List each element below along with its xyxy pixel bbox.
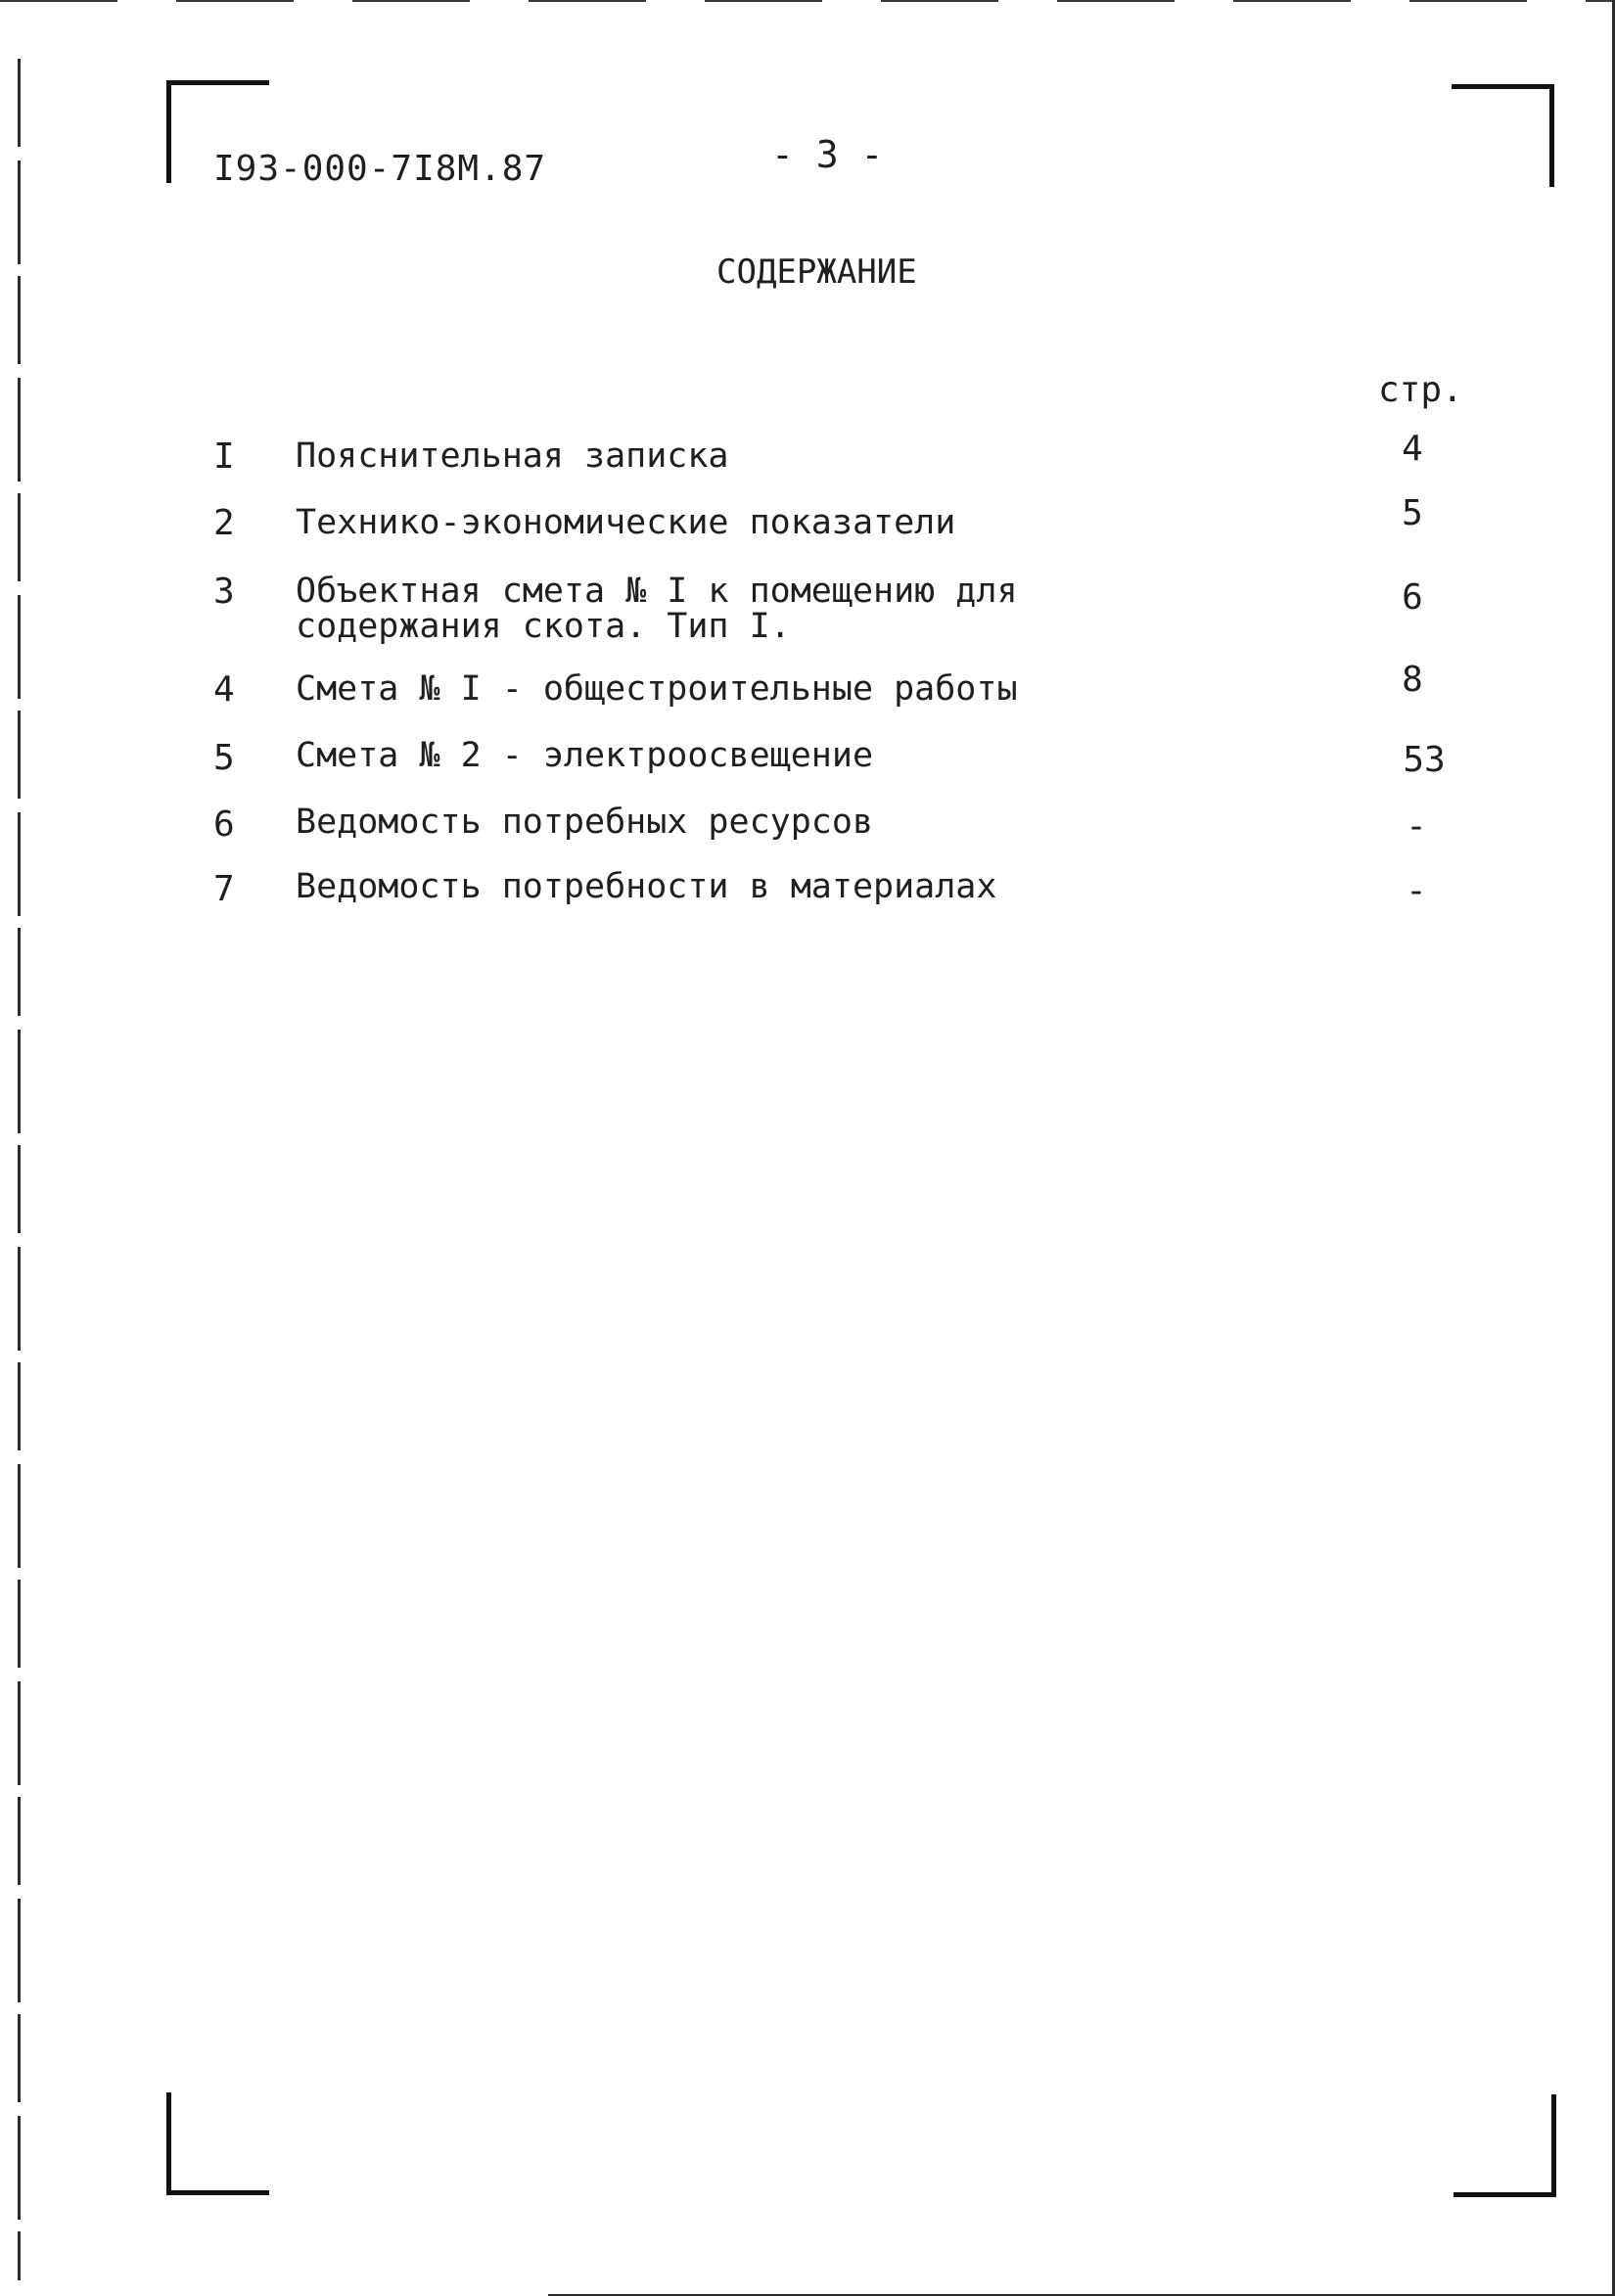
toc-item-page: 4 bbox=[1402, 429, 1423, 469]
corner-mark-bottom-right bbox=[1454, 2094, 1556, 2197]
toc-item-number: 4 bbox=[213, 669, 235, 710]
toc-item-page: 5 bbox=[1402, 493, 1423, 533]
toc-item-title: Смета № I - общестроительные работы bbox=[296, 669, 1018, 709]
toc-item-title: Технико-экономические показатели bbox=[296, 503, 956, 542]
scan-edge-top bbox=[0, 0, 1615, 2]
toc-item-title: Смета № 2 - электроосвещение bbox=[296, 736, 874, 775]
toc-item-number: 7 bbox=[213, 869, 235, 909]
toc-item-number: I bbox=[213, 436, 235, 477]
corner-mark-bottom-left bbox=[166, 2092, 269, 2195]
toc-item-title: Ведомость потребности в материалах bbox=[296, 867, 997, 906]
toc-item-number: 3 bbox=[213, 572, 235, 612]
page-column-header: стр. bbox=[1378, 370, 1463, 410]
scan-edge-left bbox=[18, 59, 21, 2280]
page-title: СОДЕРЖАНИЕ bbox=[716, 253, 917, 292]
toc-item-title: Пояснительная записка bbox=[296, 436, 729, 476]
toc-item-page: 8 bbox=[1402, 660, 1423, 700]
toc-item-title: Ведомость потребных ресурсов bbox=[296, 803, 874, 842]
toc-item-number: 5 bbox=[213, 738, 235, 778]
document-code: I93-000-7I8M.87 bbox=[213, 149, 547, 189]
toc-item-page: - bbox=[1406, 806, 1427, 847]
corner-mark-top-right bbox=[1452, 84, 1554, 187]
toc-item-page: 53 bbox=[1403, 740, 1446, 780]
toc-item-page: - bbox=[1406, 871, 1427, 911]
toc-item-page: 6 bbox=[1402, 577, 1423, 618]
toc-item-title: Объектная смета № I к помещению для содержания скота. Тип I. bbox=[296, 572, 1018, 646]
page-number: - 3 - bbox=[771, 133, 884, 176]
toc-item-number: 6 bbox=[213, 804, 235, 845]
toc-item-number: 2 bbox=[213, 503, 235, 543]
